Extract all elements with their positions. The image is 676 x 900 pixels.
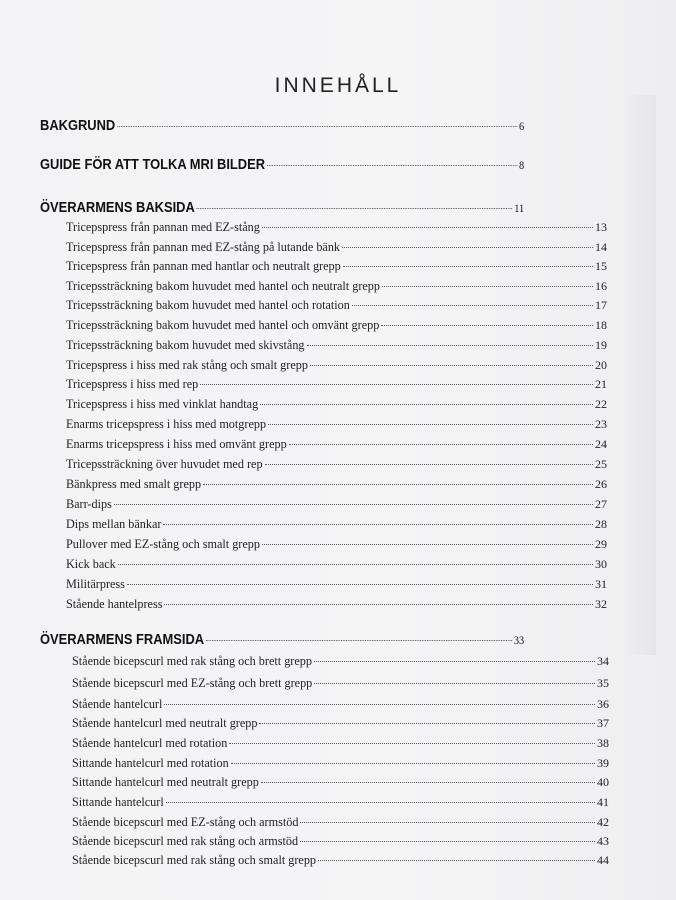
toc-entry[interactable] — [72, 654, 609, 669]
toc-entry-label: Tricepssträckning bakom huvudet med hantel och omvänt grepp — [66, 318, 380, 332]
leader-dots — [265, 464, 593, 465]
toc-page-number: 13 — [595, 220, 607, 234]
leader-dots — [166, 802, 595, 803]
toc-entry-label: Stående hantelcurl med rotation — [72, 736, 228, 750]
toc-entry[interactable] — [66, 577, 607, 592]
toc-entry[interactable] — [66, 377, 607, 392]
toc-page-number: 15 — [595, 259, 607, 273]
toc-entry-label: Pullover med EZ-stång och smalt grepp — [66, 537, 260, 551]
leader-dots — [163, 524, 593, 525]
toc-entry[interactable] — [72, 815, 609, 830]
toc-entry-label: Stående hantelpress — [66, 597, 163, 611]
toc-entry[interactable] — [72, 736, 609, 751]
toc-page-number: 35 — [597, 676, 609, 690]
toc-entry[interactable] — [66, 437, 607, 452]
toc-page-number: 27 — [595, 497, 607, 511]
leader-dots — [300, 841, 595, 842]
toc-page-number: 14 — [595, 240, 607, 254]
toc-entry[interactable] — [72, 775, 609, 790]
leader-dots — [300, 822, 595, 823]
leader-dots — [259, 723, 595, 724]
toc-page-number: 21 — [595, 377, 607, 391]
toc-entry-label: Tricepssträckning över huvudet med rep — [66, 457, 263, 471]
toc-entry[interactable] — [66, 477, 607, 492]
toc-entry[interactable] — [72, 676, 609, 691]
toc-entry-label: Stående bicepscurl med rak stång och armstöd — [72, 834, 299, 848]
toc-entry[interactable] — [72, 853, 609, 868]
toc-page-number: 37 — [597, 716, 609, 730]
toc-section-guide[interactable] — [40, 156, 524, 173]
toc-page-number: 25 — [595, 457, 607, 471]
toc-page-number: 31 — [595, 577, 607, 591]
page-title: INNEHÅLL — [274, 74, 402, 97]
toc-entry[interactable] — [66, 397, 607, 412]
toc-entry[interactable] — [72, 756, 609, 771]
toc-entry-label: Tricepssträckning bakom huvudet med hantel och neutralt grepp — [66, 279, 380, 293]
leader-dots — [268, 424, 593, 425]
leader-dots — [164, 704, 595, 705]
leader-dots — [164, 604, 593, 605]
toc-entry-label: Tricepspress från pannan med EZ-stång — [66, 220, 260, 234]
leader-dots — [114, 504, 593, 505]
toc-entry-label: Barr-dips — [66, 497, 112, 511]
leader-dots — [197, 208, 513, 209]
toc-entry[interactable] — [66, 358, 607, 373]
toc-page-number: 23 — [595, 417, 607, 431]
toc-entry-label: Tricepssträckning bakom huvudet med skivstång — [66, 338, 305, 352]
toc-entry[interactable] — [66, 259, 607, 274]
toc-page-number: 39 — [597, 756, 609, 770]
toc-entry[interactable] — [66, 457, 607, 472]
leader-dots — [343, 266, 593, 267]
toc-entry[interactable] — [66, 517, 607, 532]
toc-entry[interactable] — [72, 716, 609, 731]
toc-entry-label: Enarms tricepspress i hiss med omvänt grepp — [66, 437, 287, 451]
leader-dots — [314, 683, 595, 684]
toc-entry-label: Tricepspress i hiss med rak stång och smalt grepp — [66, 358, 308, 372]
leader-dots — [229, 743, 595, 744]
toc-entry-label: Bänkpress med smalt grepp — [66, 477, 202, 491]
toc-page-number: 33 — [513, 633, 525, 647]
toc-entry-label: Stående bicepscurl med EZ-stång och brett grepp — [72, 676, 313, 690]
toc-page-number: 44 — [597, 853, 609, 867]
leader-dots — [260, 404, 593, 405]
toc-section-overarmens-framsida[interactable] — [40, 631, 524, 648]
leader-dots — [307, 345, 593, 346]
toc-page-number: 16 — [595, 279, 607, 293]
toc-page-number: 22 — [595, 397, 607, 411]
toc-entry[interactable] — [72, 834, 609, 849]
toc-page-number: 24 — [595, 437, 607, 451]
toc-entry-label: Stående bicepscurl med EZ-stång och armstöd — [72, 815, 299, 829]
toc-entry[interactable] — [66, 240, 607, 255]
leader-dots — [118, 564, 593, 565]
toc-entry-label: Enarms tricepspress i hiss med motgrepp — [66, 417, 267, 431]
toc-entry-label: Tricepspress i hiss med rep — [66, 377, 199, 391]
leader-dots — [267, 165, 518, 166]
toc-page-number: 26 — [595, 477, 607, 491]
toc-entry-label: Militärpress — [66, 577, 125, 591]
leader-dots — [127, 584, 593, 585]
toc-entry[interactable] — [66, 279, 607, 294]
toc-entry-label: Stående bicepscurl med rak stång och brett grepp — [72, 654, 312, 668]
toc-entry-label: Sittande hantelcurl med rotation — [72, 756, 229, 770]
toc-entry[interactable] — [66, 338, 607, 353]
leader-dots — [352, 305, 593, 306]
toc-entry[interactable] — [66, 417, 607, 432]
toc-entry-label: Tricepspress från pannan med EZ-stång på lutande bänk — [66, 240, 341, 254]
toc-entry[interactable] — [66, 537, 607, 552]
toc-page-number: 34 — [597, 654, 609, 668]
leader-dots — [342, 247, 593, 248]
toc-entry-label: Sittande hantelcurl — [72, 795, 164, 809]
toc-page-number: 41 — [597, 795, 609, 809]
leader-dots — [310, 365, 593, 366]
toc-page-number: 43 — [597, 834, 609, 848]
toc-entry-label: Tricepssträckning bakom huvudet med hantel och rotation — [66, 298, 350, 312]
toc-page-number: 28 — [595, 517, 607, 531]
toc-page-number: 38 — [597, 736, 609, 750]
toc-entry-label: Stående bicepscurl med rak stång och smalt grepp — [72, 853, 317, 867]
page-shadow — [622, 95, 656, 655]
toc-section-title: GUIDE FÖR ATT TOLKA MRI BILDER — [40, 156, 266, 173]
leader-dots — [203, 484, 593, 485]
toc-entry[interactable] — [66, 497, 607, 512]
toc-section-bakgrund[interactable] — [40, 117, 524, 134]
toc-entry[interactable] — [66, 557, 607, 572]
leader-dots — [117, 126, 517, 127]
toc-section-title: BAKGRUND — [40, 117, 116, 134]
leader-dots — [200, 384, 593, 385]
toc-entry-label: Stående hantelcurl med neutralt grepp — [72, 716, 258, 730]
leader-dots — [262, 544, 593, 545]
toc-page-number: 19 — [595, 338, 607, 352]
toc-page-number: 8 — [519, 158, 525, 172]
toc-entry[interactable] — [66, 597, 607, 612]
toc-entry-label: Tricepspress i hiss med vinklat handtag — [66, 397, 259, 411]
leader-dots — [289, 444, 593, 445]
toc-page-number: 42 — [597, 815, 609, 829]
toc-section-title: ÖVERARMENS FRAMSIDA — [40, 631, 205, 648]
leader-dots — [231, 763, 595, 764]
leader-dots — [261, 782, 595, 783]
toc-entry-label: Sittande hantelcurl med neutralt grepp — [72, 775, 259, 789]
toc-entry[interactable] — [72, 697, 609, 712]
leader-dots — [382, 286, 593, 287]
leader-dots — [206, 640, 512, 641]
leader-dots — [314, 661, 595, 662]
toc-entry-label: Stående hantelcurl — [72, 697, 163, 711]
toc-page-number: 30 — [595, 557, 607, 571]
toc-entry-label: Tricepspress från pannan med hantlar och neutralt grepp — [66, 259, 341, 273]
toc-page-number: 36 — [597, 697, 609, 711]
toc-entry[interactable] — [66, 318, 607, 333]
toc-page-number: 6 — [519, 119, 525, 133]
toc-page-number: 17 — [595, 298, 607, 312]
toc-entry-label: Dips mellan bänkar — [66, 517, 162, 531]
toc-section-overarmens-baksida[interactable] — [40, 199, 524, 216]
toc-page-number: 20 — [595, 358, 607, 372]
toc-page-number: 29 — [595, 537, 607, 551]
toc-entry[interactable] — [72, 795, 609, 810]
toc-section-title: ÖVERARMENS BAKSIDA — [40, 199, 195, 216]
leader-dots — [381, 325, 593, 326]
toc-entry-label: Kick back — [66, 557, 116, 571]
leader-dots — [262, 227, 593, 228]
leader-dots — [318, 860, 595, 861]
toc-page-number: 18 — [595, 318, 607, 332]
toc-page-number: 32 — [595, 597, 607, 611]
toc-entry[interactable] — [66, 220, 607, 235]
toc-page-number: 40 — [597, 775, 609, 789]
toc-page-number: 11 — [514, 201, 525, 215]
toc-entry[interactable] — [66, 298, 607, 313]
